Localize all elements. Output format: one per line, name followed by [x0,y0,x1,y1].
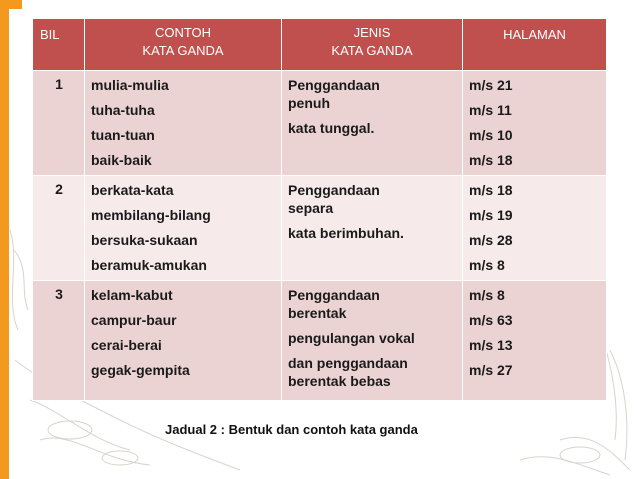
cell-pages: m/s 21 m/s 11 m/s 10 m/s 18 [463,71,607,176]
cell-examples: berkata-kata membilang-bilang bersuka-sukaan beramuk-amukan [85,176,282,281]
cell-examples: mulia-mulia tuha-tuha tuan-tuan baik-baik [85,71,282,176]
cell-pages: m/s 8 m/s 63 m/s 13 m/s 27 [463,281,607,401]
table-header-row [33,19,607,71]
cell-bil: 3 [33,281,85,401]
header-contoh: CONTOH KATA GANDA [85,19,282,71]
table-row [33,71,607,176]
cell-bil: 1 [33,71,85,176]
orange-accent-bar [0,0,9,479]
table-row [33,281,607,401]
kata-ganda-table [32,18,607,401]
header-halaman: HALAMAN [463,19,607,71]
cell-bil: 2 [33,176,85,281]
cell-type: Penggandaan penuh kata tunggal. [282,71,463,176]
header-jenis: JENIS KATA GANDA [282,19,463,71]
cell-type: Penggandaan separa kata berimbuhan. [282,176,463,281]
orange-accent-top [0,0,22,9]
table-caption: Jadual 2 : Bentuk dan contoh kata ganda [165,422,418,437]
table-row [33,176,607,281]
cell-examples: kelam-kabut campur-baur cerai-berai gegak-gempita [85,281,282,401]
cell-type: Penggandaan berentak pengulangan vokal dan penggandaan berentak bebas [282,281,463,401]
header-bil: BIL [33,19,85,71]
cell-pages: m/s 18 m/s 19 m/s 28 m/s 8 [463,176,607,281]
